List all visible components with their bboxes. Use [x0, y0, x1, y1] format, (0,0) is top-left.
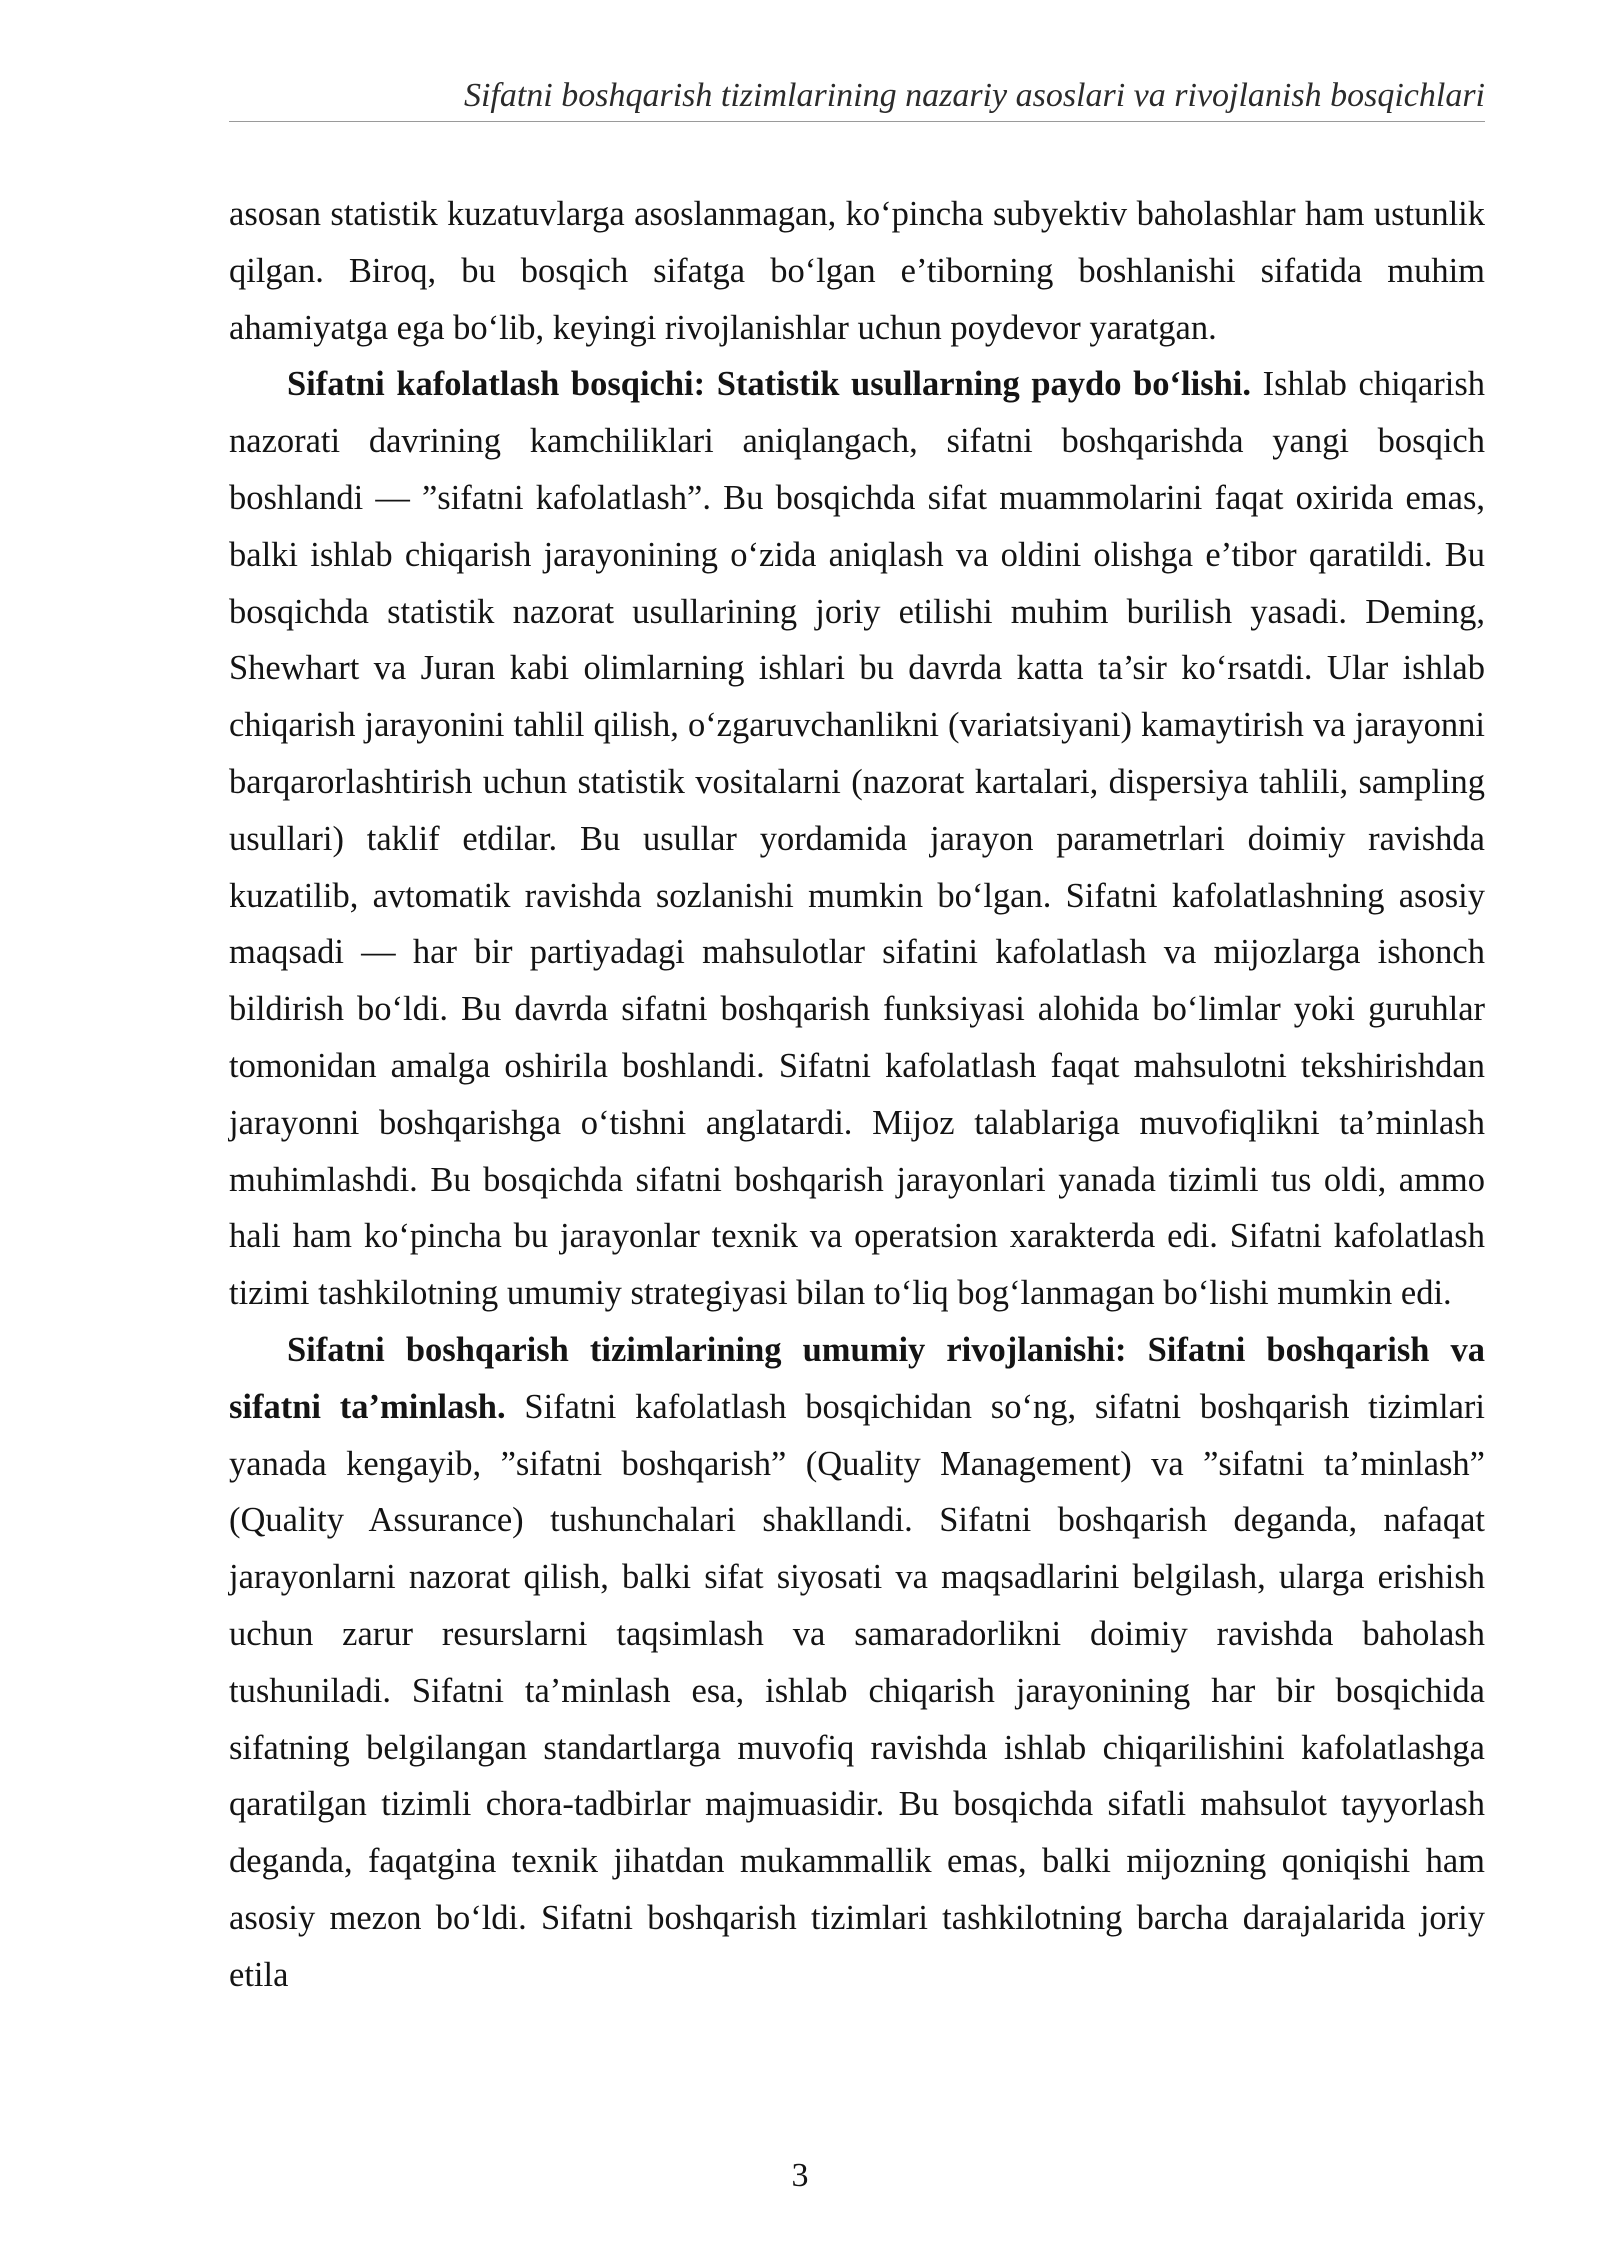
paragraph-text: Ishlab chiqarish nazorati davrining kamchiliklari aniqlangach, sifatni boshqarishda yangi bosqich boshlandi — ”sifatni kafolatlash”. Bu bosqichda sifat muammolarini faqat oxirida emas, balki ishlab chiqarish jarayonining o‘zida aniqlash va oldini olishga e’tibor qaratildi. Bu bosqichda statistik nazorat usullarining joriy etilishi muhim burilish yasadi. Deming, Shewhart va Juran kabi olimlarning ishlari bu davrda katta ta’sir ko‘rsatdi. Ular ishlab chiqarish jarayonini tahlil qilish, o‘zgaruvchanlikni (variatsiyani) kamaytirish va jarayonni barqarorlashtirish uchun statistik vositalarni (nazorat kartalari, dispersiya tahlili, sampling usullari) taklif etdilar. Bu usullar yordamida jarayon parametrlari doimiy ravishda kuzatilib, avtomatik ravishda sozlanishi mumkin bo‘lgan. Sifatni kafolatlashning asosiy maqsadi — har bir partiyadagi mahsulotlar sifatini kafolatlash va mijozlarga ishonch bildirish bo‘ldi. Bu davrda sifatni boshqarish funksiyasi alohida bo‘limlar yoki guruhlar tomonidan amalga oshirila boshlandi. Sifatni kafolatlash faqat mahsulotni tekshirishdan jarayonni boshqarishga o‘tishni anglatardi. Mijoz talablariga muvofiqlikni ta’minlash muhimlashdi. Bu bosqichda sifatni boshqarish jarayonlari yanada tizimli tus oldi, ammo hali ham ko‘pincha bu jarayonlar texnik va operatsion xarakterda edi. Sifatni kafolatlash tizimi tashkilotning umumiy strategiyasi bilan to‘liq bog‘lanmagan bo‘lishi mumkin edi.	[229, 365, 1485, 1313]
header-rule	[229, 121, 1485, 122]
running-header-title: Sifatni boshqarish tizimlarining nazariy asoslari va rivojlanish bosqichlari	[463, 77, 1485, 114]
paragraph-text: Sifatni kafolatlash bosqichidan so‘ng, sifatni boshqarish tizimlari yanada kengayib, ”sifatni boshqarish” (Quality Management) va ”sifatni ta’minlash” (Quality Assurance) tushunchalari shakllandi. Sifatni boshqarish deganda, nafaqat jarayonlarni nazorat qilish, balki sifat siyosati va maqsadlarini belgilash, ularga erishish uchun zarur resurslarni taqsimlash va samaradorlikni doimiy ravishda baholash tushuniladi. Sifatni ta’minlash esa, ishlab chiqarish jarayonining har bir bosqichida sifatning belgilangan standartlarga muvofiq ravishda ishlab chiqarilishini kafolatlashga qaratilgan tizimli chora-tadbirlar majmuasidir. Bu bosqichda sifatli mahsulot tayyorlash deganda, faqatgina texnik jihatdan mukammallik emas, balki mijozning qoniqishi ham asosiy mezon bo‘ldi. Sifatni boshqarish tizimlari tashkilotning barcha darajalarida joriy etila	[229, 1387, 1485, 1994]
body-text	[229, 186, 1485, 2004]
paragraph-continuation	[229, 186, 1485, 356]
paragraph-quality-management-development	[229, 1322, 1485, 2004]
paragraph-text: asosan statistik kuzatuvlarga asoslanmagan, ko‘pincha subyektiv baholashlar ham ustunlik qilgan. Biroq, bu bosqich sifatga bo‘lgan e’tiborning boshlanishi sifatida muhim ahamiyatga ega bo‘lib, keyingi rivojlanishlar uchun poydevor yaratgan.	[229, 195, 1485, 347]
page-number: 3	[791, 2157, 809, 2194]
section-heading: Sifatni boshqarish tizimlarining umumiy rivojlanishi: Sifatni boshqarish va sifatni ta’minlash.	[229, 1330, 1485, 1426]
section-heading: Sifatni kafolatlash bosqichi: Statistik usullarning paydo bo‘lishi.	[287, 365, 1252, 404]
paragraph-quality-assurance-stage	[229, 356, 1485, 1322]
